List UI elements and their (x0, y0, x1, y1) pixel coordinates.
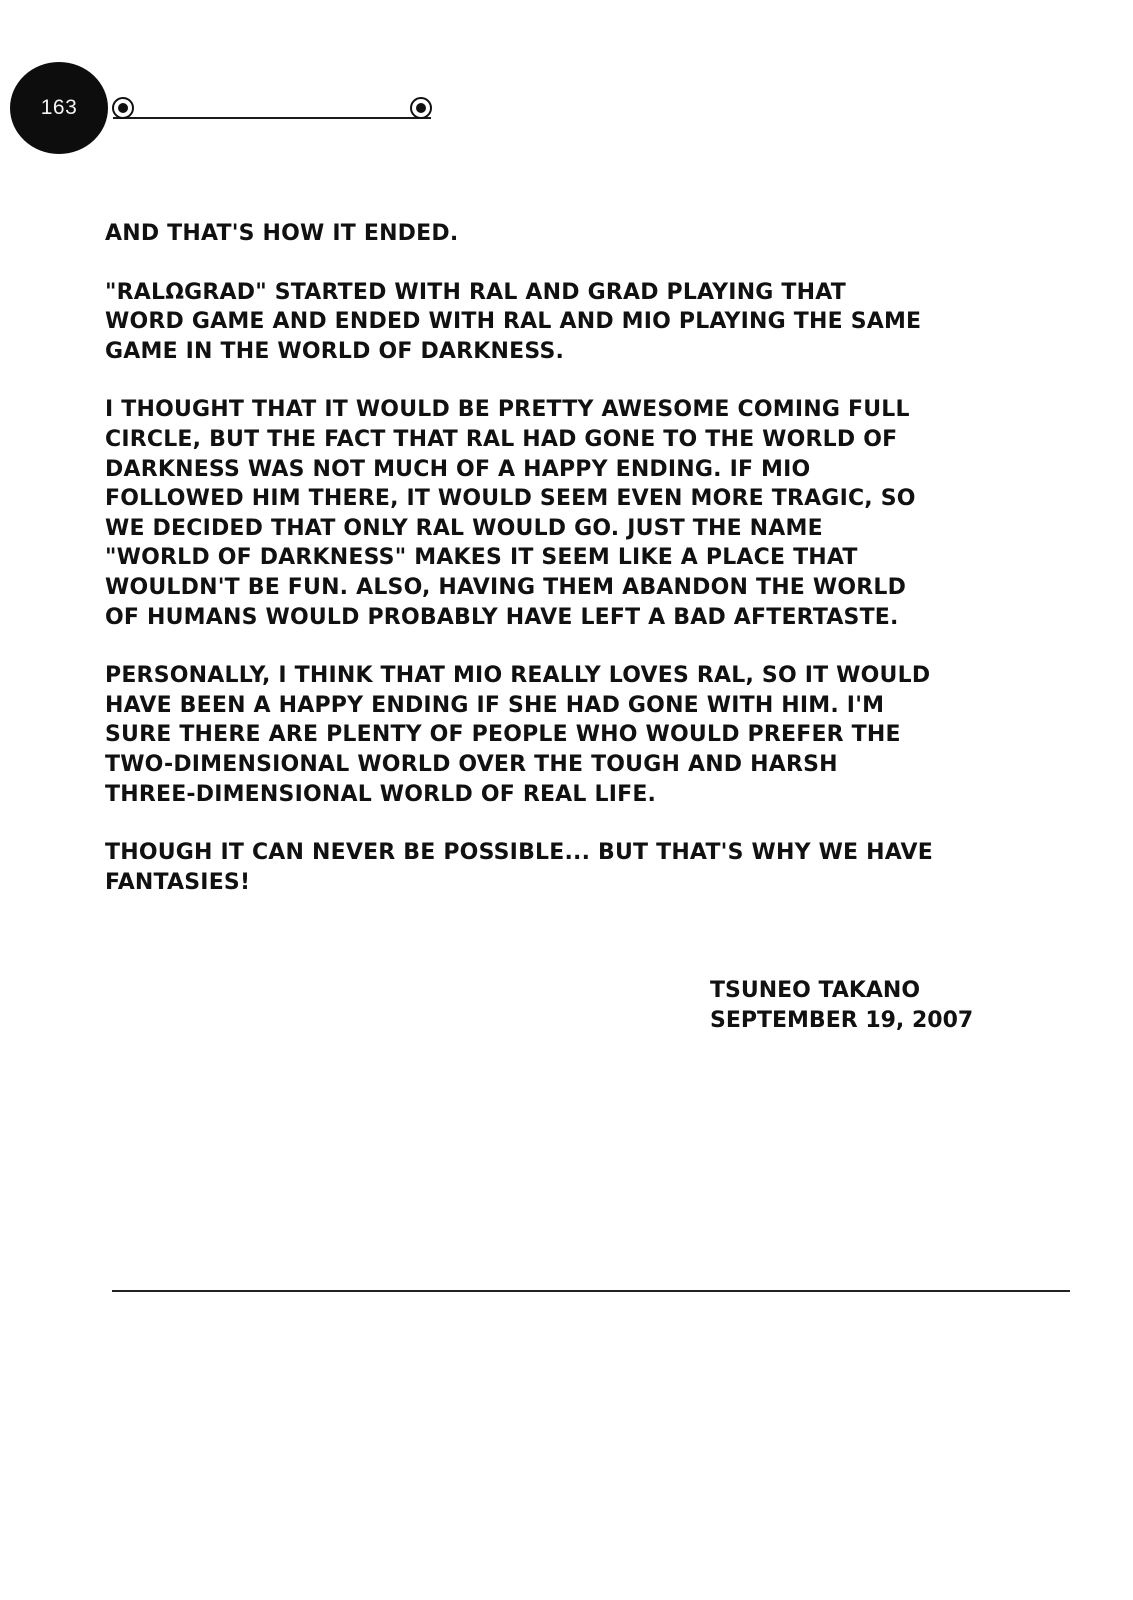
paragraph-2: "RALΩGRAD" STARTED WITH RAL AND GRAD PLAYING THAT WORD GAME AND ENDED WITH RAL AND MIO PLAYING THE SAME GAME IN THE WORLD OF DARKNESS. (105, 279, 922, 364)
page-number-badge (10, 62, 108, 154)
footer-rule (112, 1290, 1070, 1292)
paragraph-3: I THOUGHT THAT IT WOULD BE PRETTY AWESOME COMING FULL CIRCLE, BUT THE FACT THAT RAL HAD GONE TO THE WORLD OF DARKNESS WAS NOT MUCH OF A HAPPY ENDING. IF MIO FOLLOWED HIM THERE, IT WOULD SEEM EVEN MORE TRAGIC, SO WE DECIDED THAT ONLY RAL WOULD GO. JUST THE NAME "WORLD OF DARKNESS" MAKES IT SEEM LIKE A PLACE THAT WOULDN'T BE FUN. ALSO, HAVING THEM ABANDON THE WORLD OF HUMANS WOULD PROBABLY HAVE LEFT A BAD AFTERTASTE. (105, 397, 916, 630)
bullseye-left-icon (112, 97, 134, 119)
afterword-body (105, 219, 1065, 926)
header-rule (113, 117, 431, 119)
paragraph-4: PERSONALLY, I THINK THAT MIO REALLY LOVES RAL, SO IT WOULD HAVE BEEN A HAPPY ENDING IF SHE HAD GONE WITH HIM. I'M SURE THERE ARE PLENTY OF PEOPLE WHO WOULD PREFER THE TWO-DIMENSIONAL WORLD OVER THE TOUGH AND HARSH THREE-DIMENSIONAL WORLD OF REAL LIFE. (105, 663, 931, 807)
signature-block (710, 976, 973, 1036)
paragraph-1: AND THAT'S HOW IT ENDED. (105, 221, 459, 246)
bullseye-right-icon (410, 97, 432, 119)
signature-author: TSUNEO TAKANO (710, 978, 921, 1003)
signature-date: SEPTEMBER 19, 2007 (710, 1008, 974, 1033)
paragraph-5: THOUGH IT CAN NEVER BE POSSIBLE... BUT THAT'S WHY WE HAVE FANTASIES! (105, 840, 933, 895)
page-number: 163 (40, 96, 78, 119)
